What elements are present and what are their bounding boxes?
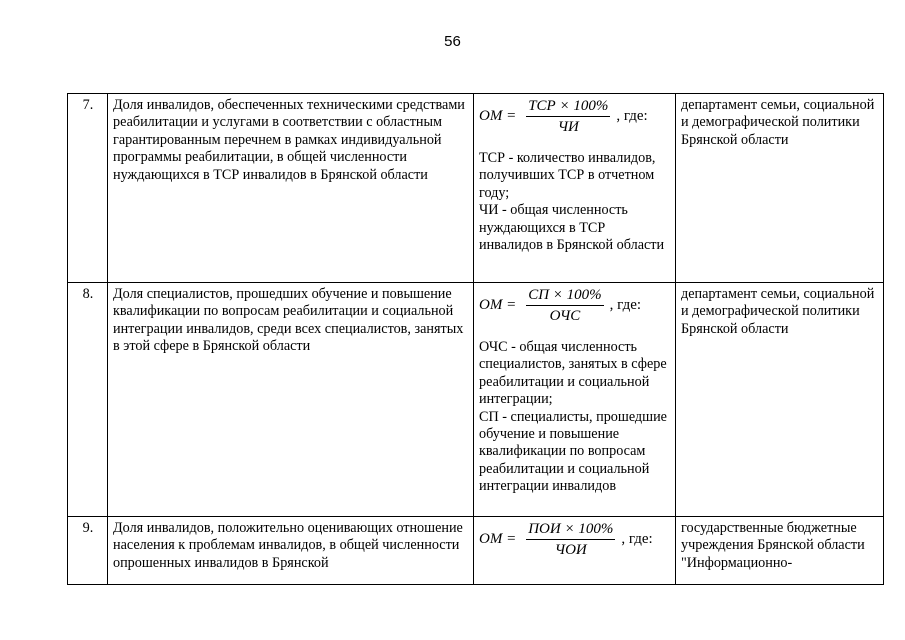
definition-item: ТСР - количество инвалидов, получивших ТСР в отчетном году; [479,150,656,201]
formula [479,286,671,325]
formula-suffix: , где: [609,296,642,313]
definition-item: ОЧС - общая численность специалистов, занятых в сфере реабилитации и социальной интеграции; [479,339,667,408]
formula-lhs: ОМ = [479,107,517,124]
table-row [68,517,884,585]
responsible-department: департамент семьи, социальной и демографической политики Брянской области [676,94,884,283]
calculation-cell [474,283,676,517]
responsible-department: государственные бюджетные учреждения Брянской области "Информационно- [676,517,884,585]
formula-fraction [526,97,610,136]
responsible-department: департамент семьи, социальной и демографической политики Брянской области [676,283,884,517]
formula-denominator: ЧИ [557,119,579,135]
calculation-cell [474,94,676,283]
indicator-description: Доля специалистов, прошедших обучение и повышение квалификации по вопросам реабилитации и социальной интеграции инвалидов, среди всех специалистов, занятых в этой сфере в Брянской области [108,283,474,517]
page-number: 56 [444,33,461,50]
formula-definitions [479,150,671,254]
formula-lhs: ОМ = [479,530,517,547]
table-row [68,94,884,283]
calculation-cell [474,517,676,585]
formula-numerator: ПОИ × 100% [526,520,615,540]
row-number: 7. [68,94,108,283]
row-number: 9. [68,517,108,585]
formula-denominator: ЧОИ [554,542,587,558]
formula-suffix: , где: [621,530,653,547]
formula-denominator: ОЧС [549,308,581,324]
formula-suffix: , где: [616,107,648,124]
table-row [68,283,884,517]
formula [479,97,671,136]
formula-definitions [479,339,671,496]
formula-numerator: ТСР × 100% [526,97,610,117]
formula-fraction [526,286,603,325]
indicator-description: Доля инвалидов, положительно оценивающих отношение населения к проблемам инвалидов, в общей численности опрошенных инвалидов в Брянской [108,517,474,585]
formula-numerator: СП × 100% [526,286,603,306]
indicators-table [67,93,884,585]
formula-fraction [526,520,615,559]
indicator-description: Доля инвалидов, обеспеченных техническими средствами реабилитации и услугами в соответствии с областным гарантированным перечнем в рамках индивидуальной программы реабилитации, в общей численности нуждающихся в ТСР инвалидов в Брянской области [108,94,474,283]
formula [479,520,671,559]
formula-lhs: ОМ = [479,296,517,313]
definition-item: ЧИ - общая численность нуждающихся в ТСР инвалидов в Брянской области [479,202,665,254]
row-number: 8. [68,283,108,517]
definition-item: СП - специалисты, прошедшие обучение и повышение квалификации по вопросам реабилитации и социальной интеграции инвалидов [479,408,667,495]
